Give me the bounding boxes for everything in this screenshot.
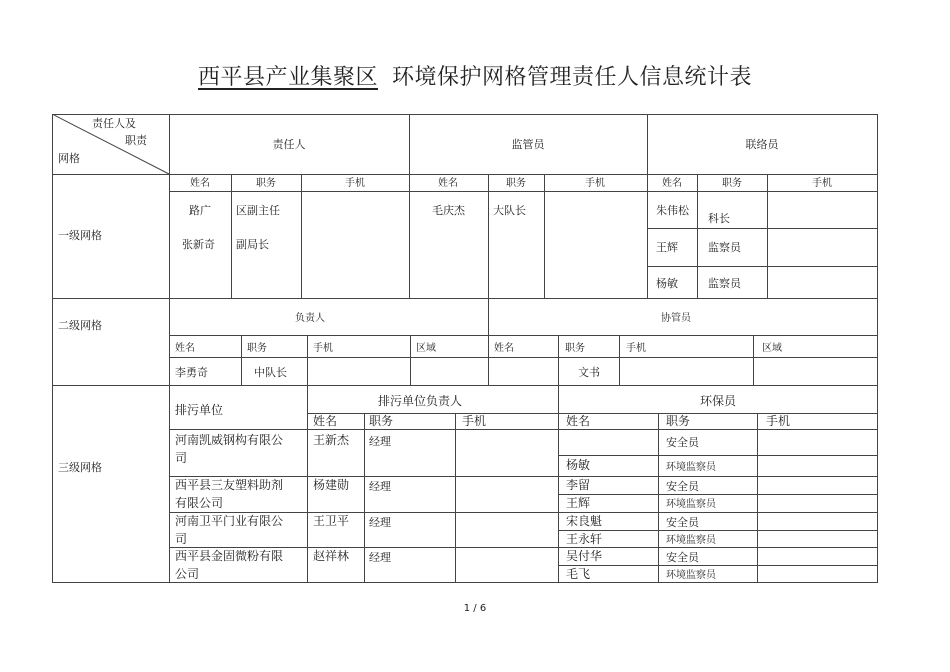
l3-row4-unit-line2: 公司 bbox=[175, 567, 200, 581]
l2-divider-6 bbox=[753, 335, 754, 386]
l2-subheader-position-a: 职务 bbox=[247, 343, 267, 354]
col-header-responsible: 责任人 bbox=[272, 138, 306, 151]
l3-subheader-env-name: 姓名 bbox=[566, 414, 591, 428]
page-title bbox=[0, 60, 950, 91]
l3-row4-env1-position: 安全员 bbox=[666, 551, 699, 564]
l3-row3-env1-position: 安全员 bbox=[666, 516, 699, 529]
l3-row3-env2-name: 王永轩 bbox=[566, 532, 603, 546]
l1-liaison-name-3: 杨敏 bbox=[656, 277, 678, 290]
l1-responsible-position-2: 副局长 bbox=[236, 238, 269, 251]
l2-assist-position: 文书 bbox=[578, 366, 600, 379]
l3-env-subrow-2 bbox=[558, 494, 878, 495]
l3-row1-env1-position: 安全员 bbox=[666, 436, 699, 449]
l1-subheader-position-b: 职务 bbox=[506, 178, 526, 189]
l2-subheader-position-b: 职务 bbox=[565, 343, 585, 354]
l1-subheader-phone-c: 手机 bbox=[812, 178, 832, 189]
l3-row3-lead-position: 经理 bbox=[369, 516, 391, 529]
l3-unit-lead-header: 排污单位负责人 bbox=[377, 394, 463, 408]
l3-subheader-lead-name: 姓名 bbox=[313, 414, 338, 428]
l1-name-position-divider-b bbox=[488, 174, 489, 299]
l2-subheader-area-a: 区域 bbox=[416, 343, 436, 354]
table-top-border bbox=[52, 114, 878, 115]
l3-unit-lead-divider bbox=[307, 385, 308, 583]
liaison-row-line-2 bbox=[647, 266, 878, 267]
l2-lead-assist-divider bbox=[488, 298, 489, 386]
l3-row2-env1-name: 李留 bbox=[566, 478, 591, 492]
l3-row4-lead-name: 赵祥林 bbox=[313, 549, 350, 563]
l3-row2-lead-position: 经理 bbox=[369, 480, 391, 493]
l1-responsible-name-2: 张新奇 bbox=[182, 238, 215, 251]
l3-row3-unit-line2: 司 bbox=[175, 532, 188, 546]
l2-divider-5 bbox=[619, 335, 620, 386]
l2-subheader-line bbox=[169, 357, 878, 358]
l3-divider-lead-name bbox=[364, 413, 365, 583]
l2-divider-3 bbox=[410, 335, 411, 386]
l2-subheader-name-a: 姓名 bbox=[175, 343, 195, 354]
level3-label: 三级网格 bbox=[58, 461, 102, 474]
l1-responsible-name-1: 路广 bbox=[189, 204, 211, 217]
l1-subheader-position-a: 职务 bbox=[256, 178, 276, 189]
l3-row4-env2-position: 环境监察员 bbox=[666, 570, 716, 581]
l1-liaison-position-2: 监察员 bbox=[708, 241, 741, 254]
l3-row-line-1 bbox=[169, 476, 878, 477]
l3-row1-env2-position: 环境监察员 bbox=[666, 462, 716, 473]
l3-subheader-lead-position: 职务 bbox=[369, 414, 394, 428]
l3-row2-unit-line1: 西平县三友塑料助剂 bbox=[175, 478, 284, 492]
corner-label-mid: 职责 bbox=[125, 134, 147, 147]
l3-row3-env1-name: 宋良魁 bbox=[566, 514, 603, 528]
supervisor-liaison-divider bbox=[647, 114, 648, 299]
l3-divider-env-name bbox=[658, 413, 659, 583]
l2-divider-1 bbox=[241, 335, 242, 386]
l1-liaison-position-1: 科长 bbox=[708, 212, 730, 225]
level2-label: 二级网格 bbox=[58, 319, 102, 332]
l1-subheader-name-b: 姓名 bbox=[438, 178, 458, 189]
l1-liaison-position-3: 监察员 bbox=[708, 277, 741, 290]
l3-row4-env2-name: 毛飞 bbox=[566, 567, 591, 581]
l1-responsible-position-1: 区副主任 bbox=[236, 204, 280, 217]
col-header-supervisor: 监管员 bbox=[511, 138, 545, 151]
l3-subheader-lead-phone: 手机 bbox=[462, 414, 487, 428]
l1-subheader-position-c: 职务 bbox=[722, 178, 742, 189]
l1-position-phone-divider-b bbox=[544, 174, 545, 299]
l2-header-bottom-line bbox=[169, 335, 878, 336]
l2-subheader-phone-b: 手机 bbox=[626, 343, 646, 354]
header-bottom-line bbox=[52, 174, 878, 175]
level1-bottom-line bbox=[52, 298, 878, 299]
l3-subheader-line bbox=[169, 429, 878, 430]
l3-divider-env-position bbox=[757, 413, 758, 583]
l3-row1-unit-line1: 河南凯威钢构有限公 bbox=[175, 433, 284, 447]
l3-row2-env1-position: 安全员 bbox=[666, 480, 699, 493]
l3-env-subrow-4 bbox=[558, 565, 878, 566]
l2-divider-2 bbox=[307, 335, 308, 386]
l2-lead-position: 中队长 bbox=[254, 366, 287, 379]
l3-subheader-env-phone: 手机 bbox=[766, 414, 791, 428]
l1-position-phone-divider-a bbox=[301, 174, 302, 299]
l3-row2-env2-position: 环境监察员 bbox=[666, 499, 716, 510]
responsible-supervisor-divider bbox=[409, 114, 410, 299]
l3-row4-lead-position: 经理 bbox=[369, 551, 391, 564]
l2-lead-header: 负责人 bbox=[295, 313, 325, 324]
title-part-1: 西平县产业集聚区 bbox=[197, 65, 378, 90]
l3-unit-header: 排污单位 bbox=[175, 403, 224, 417]
title-part-2: 环境保护网格管理责任人信息统计表 bbox=[392, 65, 753, 90]
l3-row-line-3 bbox=[169, 547, 878, 548]
l3-row1-unit-line2: 司 bbox=[175, 451, 188, 465]
l1-subheader-phone-a: 手机 bbox=[345, 178, 365, 189]
l3-row2-lead-name: 杨建勋 bbox=[313, 478, 350, 492]
l3-row4-unit-line1: 西平县金固微粉有限 bbox=[175, 549, 284, 563]
l3-row-line-2 bbox=[169, 512, 878, 513]
l3-env-subrow-3 bbox=[558, 530, 878, 531]
l1-liaison-name-1: 朱伟松 bbox=[656, 204, 689, 217]
l3-row3-env2-position: 环境监察员 bbox=[666, 535, 716, 546]
liaison-row-line-1 bbox=[647, 228, 878, 229]
page-number: 1 / 6 bbox=[463, 603, 487, 614]
l3-lead-env-divider bbox=[558, 385, 559, 583]
l3-row1-lead-name: 王新杰 bbox=[313, 433, 350, 447]
l1-subheader-phone-b: 手机 bbox=[585, 178, 605, 189]
l1-liaison-name-2: 王辉 bbox=[656, 241, 678, 254]
table-left-border bbox=[52, 114, 53, 583]
l1-position-phone-divider-c bbox=[767, 174, 768, 299]
l3-row3-lead-name: 王卫平 bbox=[313, 514, 350, 528]
level1-label: 一级网格 bbox=[58, 229, 102, 242]
l1-subheader-name-a: 姓名 bbox=[190, 178, 210, 189]
l1-supervisor-name: 毛庆杰 bbox=[432, 204, 465, 217]
l2-subheader-area-b: 区域 bbox=[762, 343, 782, 354]
l1-supervisor-position: 大队长 bbox=[493, 204, 526, 217]
l3-divider-lead-position bbox=[455, 413, 456, 583]
l3-env-subrow-1 bbox=[558, 455, 878, 456]
l1-name-position-divider-c bbox=[697, 174, 698, 299]
l3-row1-env2-name: 杨敏 bbox=[566, 458, 591, 472]
l3-env-header: 环保员 bbox=[699, 394, 737, 408]
l3-row4-env1-name: 吴付华 bbox=[566, 549, 603, 563]
corner-label-bottom: 网格 bbox=[58, 152, 80, 165]
table-bottom-border bbox=[52, 582, 878, 583]
l1-subheader-name-c: 姓名 bbox=[662, 178, 682, 189]
l2-subheader-name-b: 姓名 bbox=[494, 343, 514, 354]
l1-name-position-divider-a bbox=[231, 174, 232, 299]
level2-bottom-line bbox=[52, 385, 878, 386]
l2-divider-4 bbox=[558, 335, 559, 386]
l3-subheader-env-position: 职务 bbox=[666, 414, 691, 428]
l3-row2-env2-name: 王辉 bbox=[566, 496, 591, 510]
l2-subheader-phone-a: 手机 bbox=[313, 343, 333, 354]
l3-row3-unit-line1: 河南卫平门业有限公 bbox=[175, 514, 284, 528]
l3-row1-lead-position: 经理 bbox=[369, 435, 391, 448]
corner-label-top: 责任人及 bbox=[92, 117, 136, 130]
col-header-liaison: 联络员 bbox=[745, 138, 779, 151]
l2-assist-header: 协管员 bbox=[661, 313, 691, 324]
l1-subheader-line bbox=[169, 191, 878, 192]
l3-row2-unit-line2: 有限公司 bbox=[175, 496, 224, 510]
l2-lead-name: 李勇奇 bbox=[175, 366, 208, 379]
